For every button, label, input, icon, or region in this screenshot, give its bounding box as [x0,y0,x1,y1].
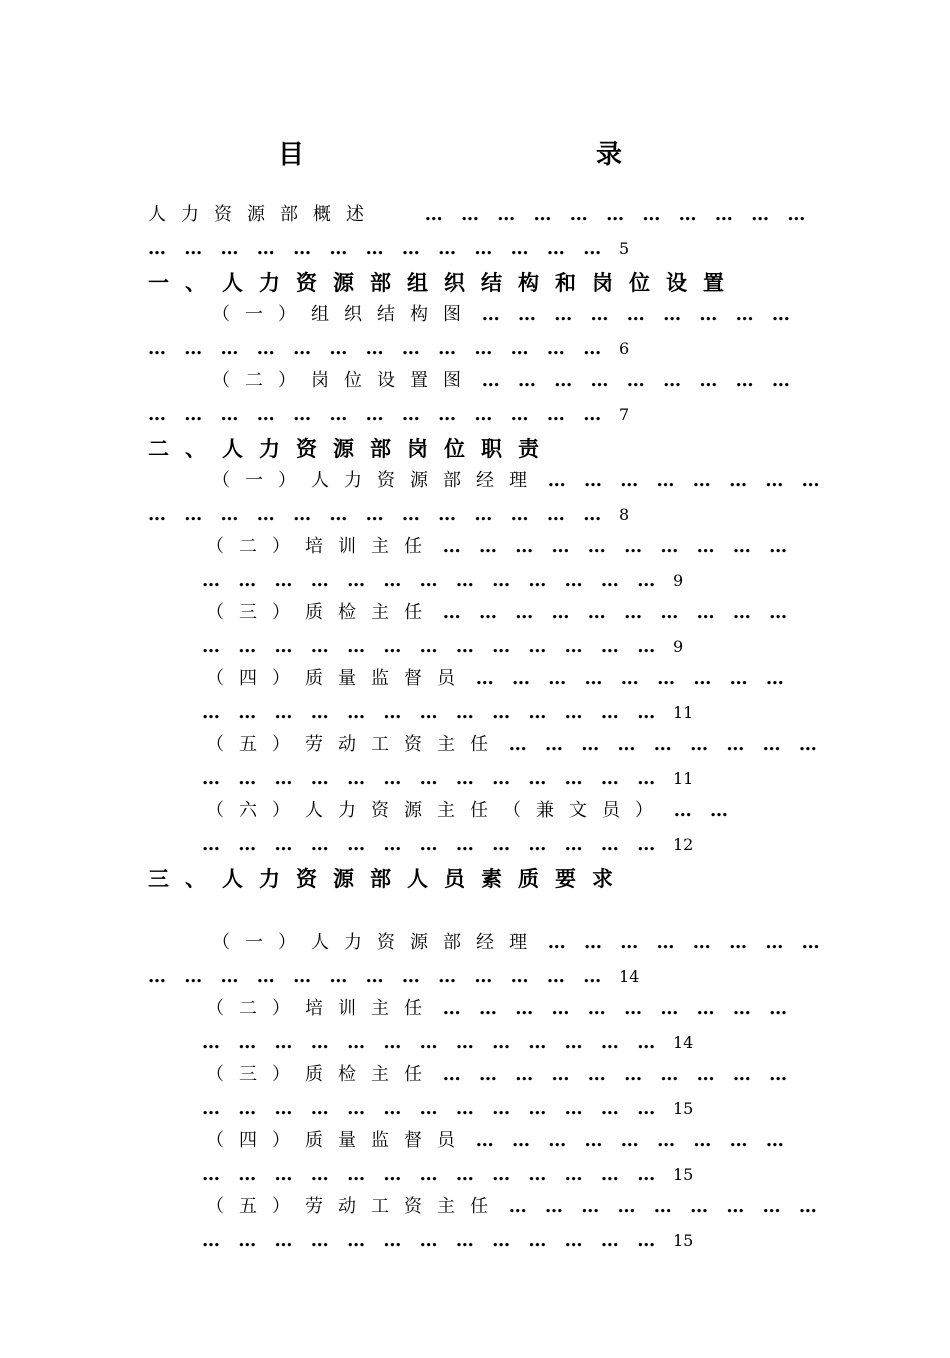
toc-entry-continuation [148,500,629,530]
toc-leader: … … … … … … … … … [508,734,823,755]
toc-entry-label: （四）质量监督员 [206,668,470,689]
toc-leader: … … … … … … … … … … … … … [148,966,608,987]
toc-entry-label: （二）培训主任 [206,998,437,1019]
toc-leader: … … … … … … … … … … [442,1064,794,1085]
toc-entry[interactable] [212,300,796,330]
toc-page-number: 7 [618,405,630,424]
toc-entry-label: （一）人力资源部经理 [212,932,542,953]
toc-entry-continuation [202,830,693,860]
toc-page-number: 9 [672,571,684,590]
toc-leader: … … … … … … … … … … … … … [202,1230,662,1251]
toc-entry-label: （二）培训主任 [206,536,437,557]
toc-entry-label: （二）岗位设置图 [212,370,476,391]
toc-entry-continuation [202,1028,693,1058]
toc-entry-continuation [148,400,629,430]
toc-entry[interactable] [206,1126,790,1156]
toc-entry[interactable] [206,1060,793,1090]
toc-entry-label: （五）劳动工资主任 [206,734,503,755]
toc-entry-label: （六）人力资源主任（兼文员） [206,800,668,821]
toc-entry-continuation [202,698,693,728]
toc-entry[interactable] [206,598,793,628]
toc-page-number: 9 [672,637,684,656]
toc-page-number: 5 [618,239,630,258]
toc-leader: … … … … … … … … … … … … … [202,1164,662,1185]
toc-leader: … … … … … … … … … … … … … [202,570,662,591]
toc-entry[interactable] [148,200,811,230]
toc-leader: … … … … … … … … … … … … … [202,1098,662,1119]
toc-leader: … … … … … … … … … … … … … [202,1032,662,1053]
toc-entry-label: （五）劳动工资主任 [206,1196,503,1217]
toc-entry-continuation [202,764,693,794]
toc-entry[interactable] [206,1192,823,1222]
toc-page-number: 11 [672,703,694,722]
toc-leader: … … … … … … … … … … … … … [202,834,662,855]
toc-leader: … … … … … … … … … … … … … [202,768,662,789]
toc-leader: … … … … … … … … … [508,1196,823,1217]
toc-entry-label: （三）质检主任 [206,1064,437,1085]
toc-leader: … … … … … … … … … … … … … [148,404,608,425]
toc-leader: … … … … … … … … … [481,370,796,391]
toc-entry[interactable] [206,796,734,826]
toc-entry[interactable] [212,466,826,496]
toc-leader: … … … … … … … … … … … … … [148,504,608,525]
toc-leader: … … … … … … … … … … [442,998,794,1019]
toc-entry-label: （一）人力资源部经理 [212,470,542,491]
toc-page-number: 15 [672,1099,694,1118]
toc-page-number: 15 [672,1165,694,1184]
toc-entry-label: （四）质量监督员 [206,1130,470,1151]
toc-section-heading[interactable]: 三、人力资源部人员素质要求 [148,866,629,891]
toc-leader: … … … … … … … … … … … … … [202,702,662,723]
toc-leader: … … … … … … … … [547,470,826,491]
toc-leader: … … … … … … … … … [475,1130,790,1151]
toc-leader: … … … … … … … … … … … … … [148,338,608,359]
toc-leader: … … … … … … … … … … … … … [148,238,608,259]
toc-entry[interactable] [212,928,826,958]
toc-page-number: 11 [672,769,694,788]
toc-entry-continuation [148,962,639,992]
toc-leader: … … … … … … … … … [481,304,796,325]
toc-leader: … … … … … … … … … … … [424,204,812,225]
toc-entry[interactable] [206,994,793,1024]
toc-leader: … … … … … … … … … … [442,602,794,623]
toc-entry-continuation [202,1094,693,1124]
toc-entry-continuation [202,1226,693,1256]
toc-page-number: 15 [672,1231,694,1250]
toc-entry-continuation [202,566,683,596]
toc-entry[interactable] [212,366,796,396]
toc-entry-label: 人力资源部概述 [148,204,379,225]
toc-entry[interactable] [206,664,790,694]
toc-section-heading[interactable]: 一、人力资源部组织结构和岗位设置 [148,270,740,295]
toc-entry-continuation [202,1160,693,1190]
toc-entry-continuation [148,334,629,364]
toc-leader: … … … … … … … … … … [442,536,794,557]
toc-page-number: 8 [618,505,630,524]
toc-entry-continuation [202,632,683,662]
toc-page-number: 6 [618,339,630,358]
toc-leader: … … … … … … … … [547,932,826,953]
toc-entry-label: （三）质检主任 [206,602,437,623]
toc-page-number: 14 [672,1033,694,1052]
toc-entry[interactable] [206,730,823,760]
toc-leader: … … … … … … … … … [475,668,790,689]
toc-entry[interactable] [206,532,793,562]
toc-leader: … … [673,800,735,821]
toc-entry-continuation [148,234,629,264]
toc-page-number: 14 [618,967,640,986]
toc-page-number: 12 [672,835,694,854]
toc-entry-label: （一）组织结构图 [212,304,476,325]
toc-title: 目 录 [277,140,702,170]
toc-section-heading[interactable]: 二、人力资源部岗位职责 [148,436,555,461]
toc-leader: … … … … … … … … … … … … … [202,636,662,657]
